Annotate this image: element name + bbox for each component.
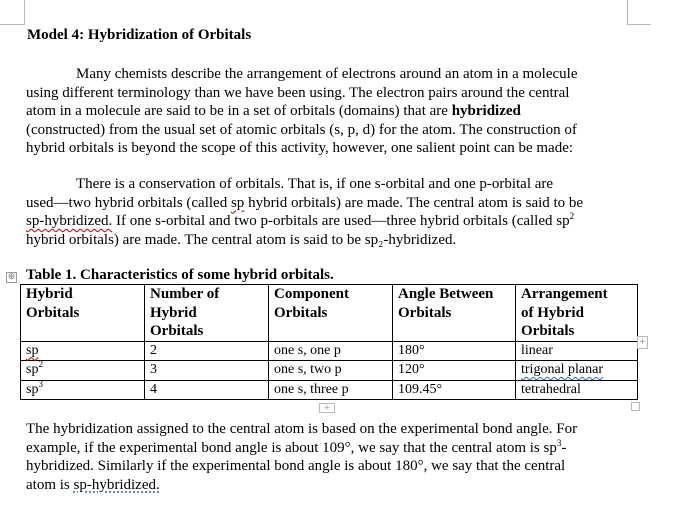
cell-angle: 180° xyxy=(393,341,516,361)
text-line xyxy=(26,102,577,121)
text-line: There is a conservation of orbitals. That is, if one s-orbital and one p-orbital are xyxy=(76,176,554,192)
cell-arrangement: linear xyxy=(516,341,638,361)
conclusion-paragraph xyxy=(26,420,577,494)
text-span: used—two hybrid orbitals (called xyxy=(26,194,231,211)
add-column-icon[interactable]: + xyxy=(319,403,335,413)
cell-hybrid xyxy=(21,380,145,400)
header-line: Angle Between xyxy=(398,286,494,302)
text-line xyxy=(26,476,577,495)
header-line: Arrangement xyxy=(521,286,608,302)
cell-angle: 120° xyxy=(393,361,516,381)
header-component-orbitals xyxy=(269,285,393,342)
header-line: Orbitals xyxy=(274,304,328,321)
superscript: 3 xyxy=(38,378,43,389)
header-line: Hybrid xyxy=(26,286,73,302)
cell-number: 4 xyxy=(145,380,269,400)
cell-components: one s, two p xyxy=(269,361,393,381)
hybrid-name: sp xyxy=(26,362,39,377)
text-span: atom in a molecule are said to be in a set of orbitals (domains) that are xyxy=(26,103,452,119)
text-span: hybrid orbitals) are made. The central atom is said to be xyxy=(244,194,584,211)
table-row xyxy=(21,361,638,381)
text-line: hybrid orbitals is beyond the scope of this activity, however, one salient point can be made: xyxy=(26,140,574,156)
text-line: hybridized. Similarly if the experimental bond angle is about 180°, we say that the central xyxy=(26,458,566,474)
text-span: If one s-orbital and two p-orbitals are used—three hybrid orbitals (called sp xyxy=(112,213,570,229)
table-title: Table 1. Characteristics of some hybrid orbitals. xyxy=(26,267,334,283)
cell-components: one s, one p xyxy=(269,341,393,361)
crop-mark-top-right xyxy=(627,0,651,25)
hybrid-orbitals-table xyxy=(20,284,638,400)
superscript: 2 xyxy=(38,359,43,369)
header-line: Number of xyxy=(150,286,220,302)
header-arrangement xyxy=(516,285,638,342)
table-row xyxy=(21,380,638,400)
header-line: of Hybrid xyxy=(521,304,584,321)
text-line: hybrid orbitals) are made. The central atom is said to be sp₂-hybridized. xyxy=(26,231,457,248)
cell-arrangement xyxy=(516,361,638,381)
cell-arrangement: tetrahedral xyxy=(516,380,638,400)
text-line xyxy=(26,212,583,231)
table-row xyxy=(21,341,638,361)
header-line: Orbitals xyxy=(521,323,575,339)
spellcheck-word: sp xyxy=(230,194,245,211)
text-line: using different terminology than we have been using. The electron pairs around the central xyxy=(26,84,570,101)
header-angle-between-orbitals xyxy=(393,285,516,342)
header-line: Orbitals xyxy=(150,323,204,339)
text-line: (constructed) from the usual set of atomic orbitals (s, p, d) for the atom. The construction of xyxy=(26,121,577,138)
superscript: 3 xyxy=(556,437,562,448)
text-line xyxy=(26,194,583,213)
cell-angle: 109.45° xyxy=(393,380,516,400)
crop-mark-top-left xyxy=(0,0,25,25)
add-row-icon[interactable]: + xyxy=(638,337,647,347)
text-line xyxy=(26,439,577,458)
spellcheck-word: sp-hybridized. xyxy=(26,213,113,229)
spellcheck-word: sp-hybridized. xyxy=(73,476,160,493)
intro-paragraph xyxy=(26,65,577,158)
text-span: - xyxy=(561,439,567,456)
hybrid-name: sp xyxy=(26,381,39,397)
conservation-paragraph xyxy=(26,175,583,249)
header-number-of-hybrid-orbitals xyxy=(145,285,269,342)
cell-number: 2 xyxy=(145,341,269,361)
header-line: Component xyxy=(274,286,350,302)
header-line: Hybrid xyxy=(150,304,197,321)
cell-hybrid xyxy=(21,361,145,381)
cell-hybrid xyxy=(21,341,145,361)
header-line: Orbitals xyxy=(398,304,452,321)
table-resize-handle-icon[interactable] xyxy=(631,402,640,411)
table-header-row xyxy=(21,285,638,342)
hybrid-name: sp xyxy=(26,342,39,358)
cell-components: one s, three p xyxy=(269,380,393,400)
arrangement-text: trigonal planar xyxy=(521,362,604,377)
text-span: example, if the experimental bond angle is about 109°, we say that the central atom is sp xyxy=(26,439,557,456)
superscript: 2 xyxy=(569,211,575,221)
text-span: atom is xyxy=(26,476,74,493)
header-hybrid-orbitals xyxy=(21,285,145,342)
text-line: The hybridization assigned to the central atom is based on the experimental bond angle. For xyxy=(26,421,578,437)
table-move-handle-icon[interactable]: ⊕ xyxy=(7,272,16,282)
header-line: Orbitals xyxy=(26,304,80,321)
cell-number: 3 xyxy=(145,361,269,381)
text-line: Many chemists describe the arrangement of electrons around an atom in a molecule xyxy=(76,66,578,82)
bold-term: hybridized xyxy=(451,103,521,119)
model-heading: Model 4: Hybridization of Orbitals xyxy=(27,27,252,43)
